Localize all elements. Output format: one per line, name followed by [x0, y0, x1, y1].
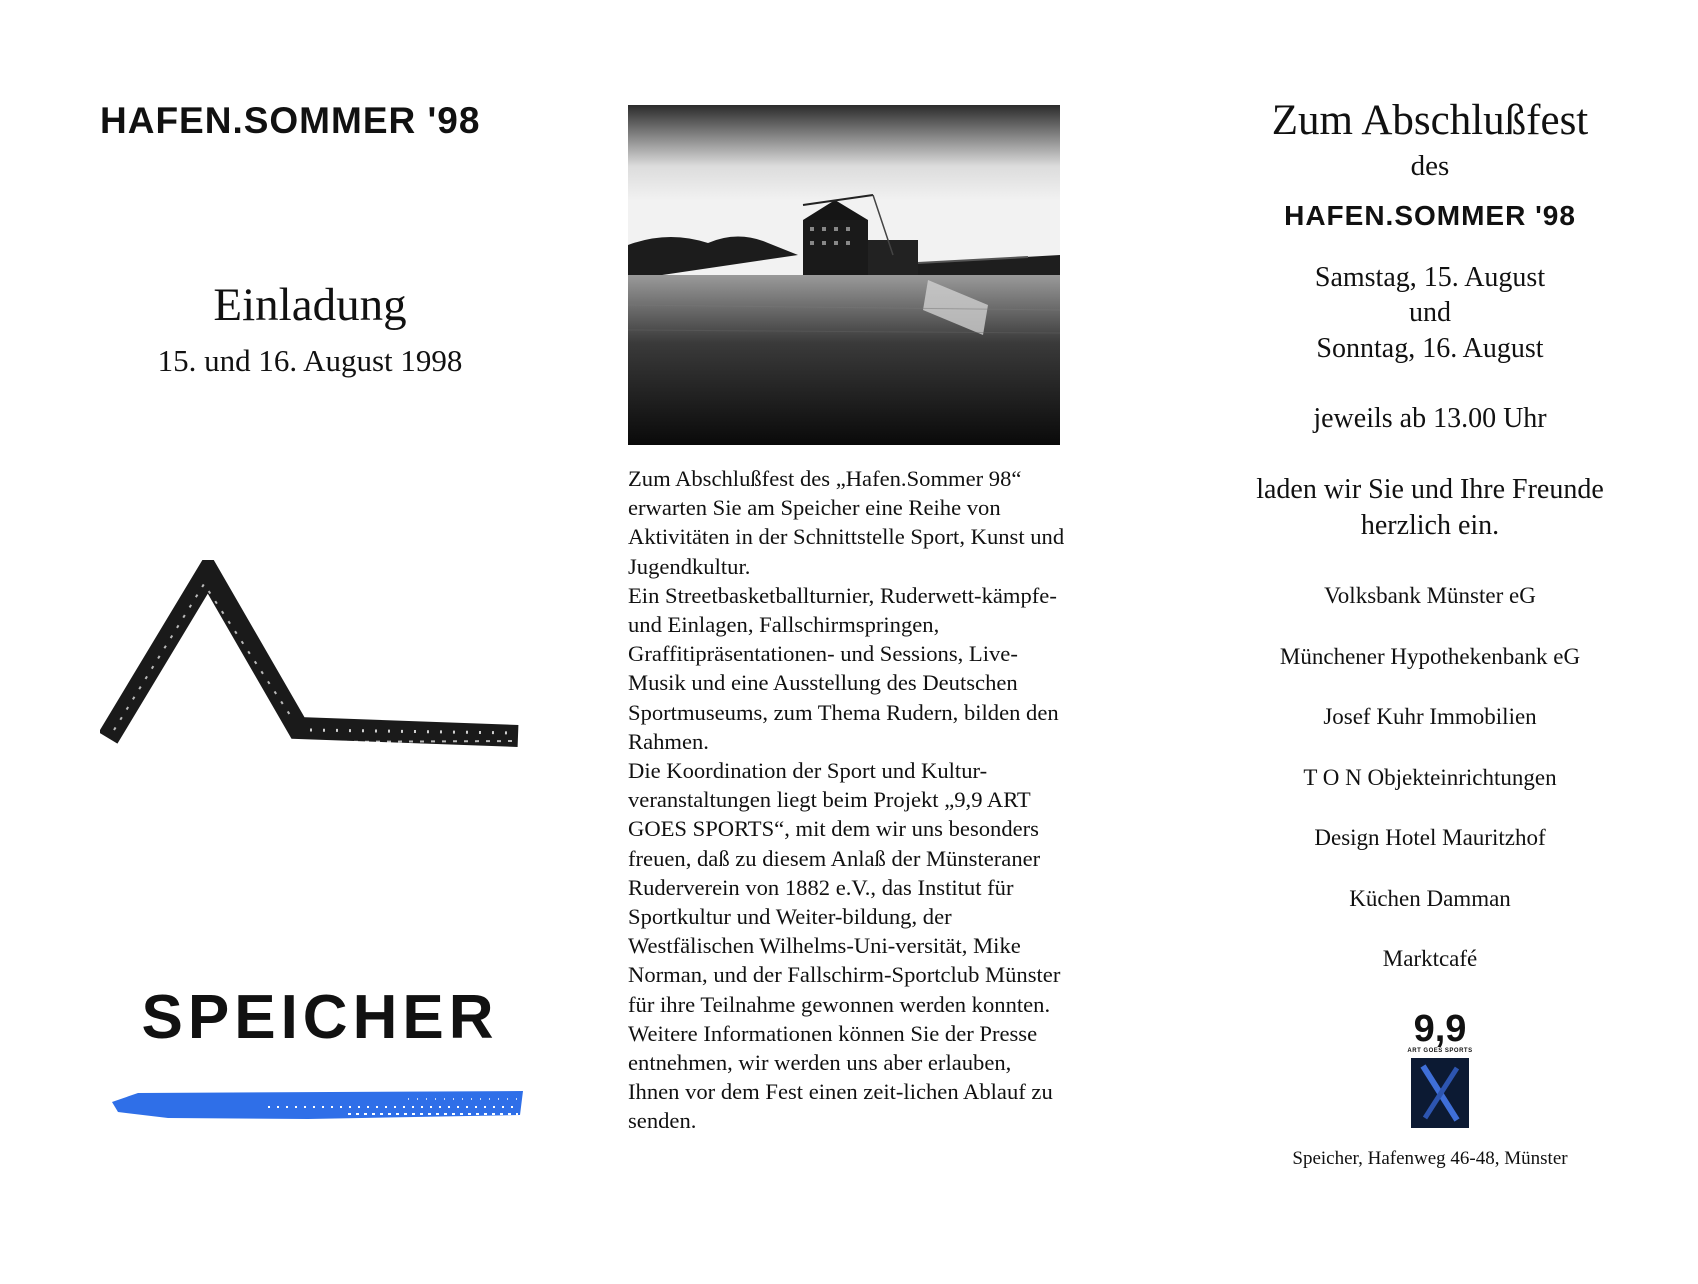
heading-article: des [1410, 150, 1450, 182]
description-text [628, 464, 1068, 1136]
description-paragraph: Ein Streetbasketballturnier, Ruderwett-kämpfe- und Einlagen, Fallschirmspringen, Graffitipräsentationen- und Sessions, Live-Musik und eine Ausstellung des Deutschen Sportmuseums, zum Thema Rudern, bilden den Rahmen. [628, 582, 1059, 754]
description-paragraph: Weitere Informationen können Sie der Presse entnehmen, wir werden uns aber erlauben, Ihnen vor dem Fest einen zeit-lichen Ablauf zu senden. [628, 1020, 1053, 1134]
closing-party-heading: Zum Abschlußfest [1271, 97, 1589, 144]
description-paragraph: Zum Abschlußfest des „Hafen.Sommer 98“ erwarten Sie am Speicher eine Reihe von Aktivitäten in der Schnittstelle Sport, Kunst und Jugendkultur. [628, 466, 1065, 579]
harbor-photo [628, 105, 1060, 445]
sponsor-item: Münchener Hypothekenbank eG [1279, 643, 1581, 669]
sponsor-item: Küchen Damman [1349, 885, 1511, 911]
sponsor-item: Design Hotel Mauritzhof [1314, 825, 1546, 850]
invitation-dates: 15. und 16. August 1998 [157, 343, 463, 378]
cross-icon [1411, 1058, 1469, 1128]
sponsor-item: Volksbank Münster eG [1324, 583, 1536, 608]
date-sunday: Sonntag, 16. August [1316, 333, 1544, 364]
sponsor-item: Marktcafé [1382, 946, 1478, 971]
invitation-heading: Einladung [213, 279, 407, 331]
right-event-title: HAFEN.SOMMER '98 [1284, 200, 1576, 231]
start-time: jeweils ab 13.00 Uhr [1313, 403, 1547, 434]
left-event-title: HAFEN.SOMMER '98 [100, 100, 481, 141]
date-conjunction: und [1409, 297, 1451, 328]
sponsor-item: T O N Objekteinrichtungen [1303, 764, 1557, 790]
sponsor-list [1200, 583, 1660, 1007]
roof-brush-logo [100, 560, 530, 760]
venue-address: Speicher, Hafenweg 46-48, Münster [1292, 1148, 1568, 1169]
logo-cross-box [1411, 1058, 1469, 1128]
logo-number: 9,9 [1413, 1008, 1467, 1050]
blue-brush-stroke [108, 1085, 528, 1123]
sponsor-item: Josef Kuhr Immobilien [1323, 704, 1537, 729]
speicher-logo-text: SPEICHER [141, 983, 499, 1052]
logo-subtitle: ART GOES SPORTS [1407, 1048, 1473, 1054]
art-goes-sports-logo [1397, 1010, 1483, 1128]
date-saturday: Samstag, 15. August [1314, 262, 1546, 293]
invitation-line: laden wir Sie und Ihre Freunde herzlich ein. [1256, 474, 1604, 541]
description-paragraph: Die Koordination der Sport und Kultur-veranstaltungen liegt beim Projekt „9,9 ART GOES SPORTS“, mit dem wir uns besonders freuen, daß zu diesem Anlaß der Münsteraner Ruderverein von 1882 e.V., das Institut für Sportkultur und Weiter-bildung, der Westfälischen Wilhelms-Uni-versität, Mike Norman, und der Fallschirm-Sportclub Münster für ihre Teilnahme gewonnen werden konnten. [628, 758, 1061, 1017]
